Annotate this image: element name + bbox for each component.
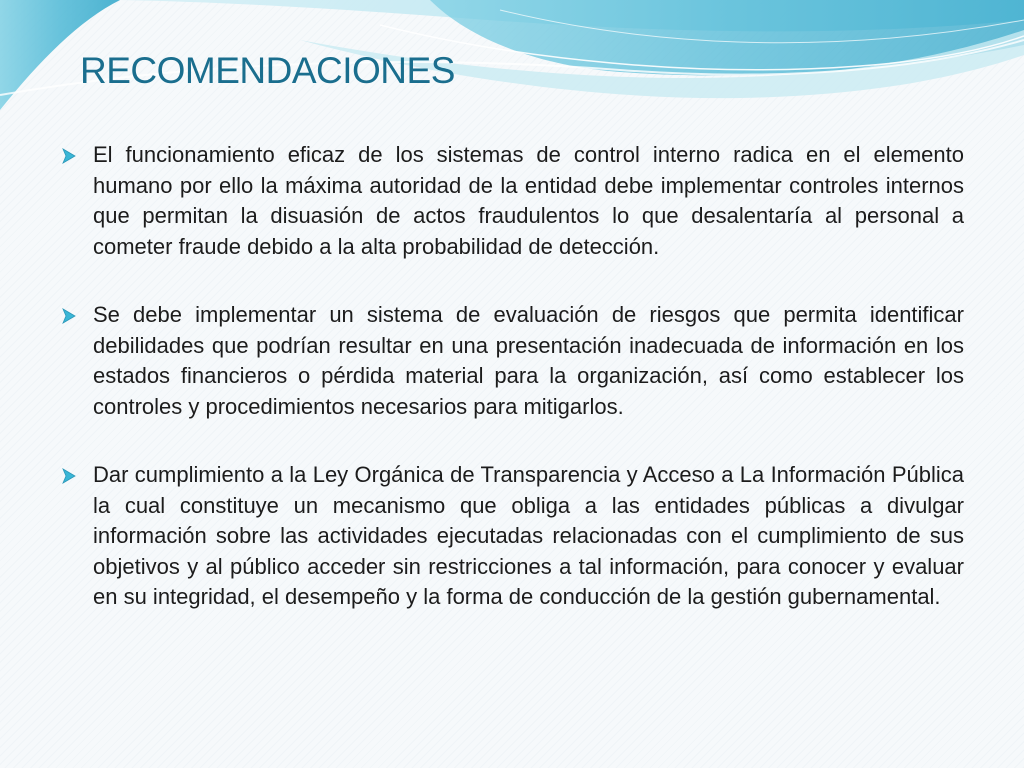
arrow-bullet-icon <box>60 148 78 164</box>
bullet-item <box>60 140 964 262</box>
bullet-list <box>60 140 964 651</box>
bullet-item <box>60 460 964 613</box>
slide-title: RECOMENDACIONES <box>80 50 455 91</box>
bullet-text: Dar cumplimiento a la Ley Orgánica de Transparencia y Acceso a La Información Pública la cual constituye un mecanismo que obliga a las entidades públicas a divulgar información sobre las actividades ejecutadas relacionadas con el cumplimiento de sus objetivos y al público acceder sin restricciones a tal información, para conocer y evaluar en su integridad, el desempeño y la forma de conducción de la gestión gubernamental. <box>93 462 964 609</box>
bullet-text: El funcionamiento eficaz de los sistemas de control interno radica en el elemento humano por ello la máxima autoridad de la entidad debe implementar controles internos que permitan la disuasión de actos fraudulentos lo que desalentaría al personal a cometer fraude debido a la alta probabilidad de detección. <box>93 142 964 259</box>
arrow-bullet-icon <box>60 308 78 324</box>
bullet-item <box>60 300 964 422</box>
bullet-text: Se debe implementar un sistema de evaluación de riesgos que permita identificar debilidades que podrían resultar en una presentación inadecuada de información en los estados financieros o pérdida material para la organización, así como establecer los controles y procedimientos necesarios para mitigarlos. <box>93 302 964 419</box>
arrow-bullet-icon <box>60 468 78 484</box>
